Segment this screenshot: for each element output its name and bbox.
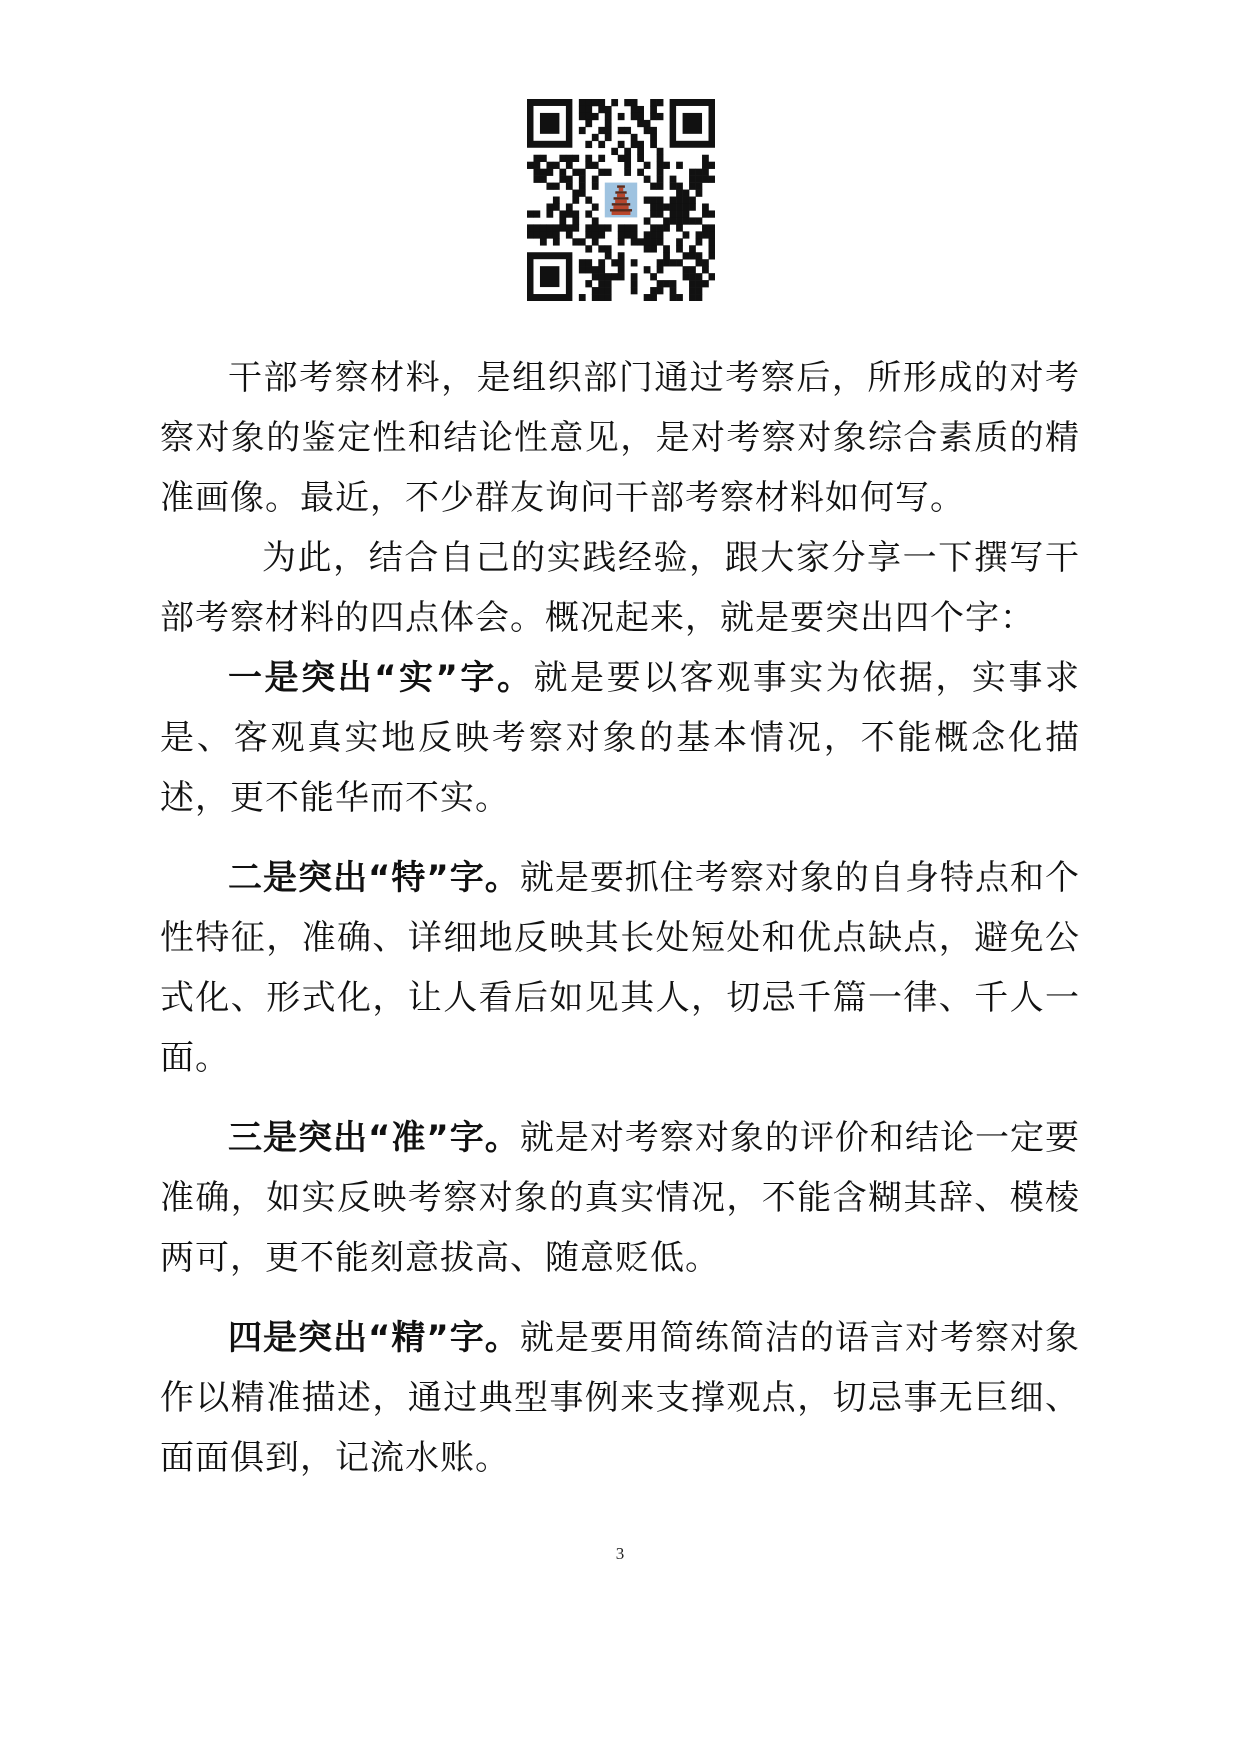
body-text xyxy=(160,348,1080,1488)
point-heading: 四是突出“精”字。 xyxy=(228,1318,520,1358)
paragraph-point-3 xyxy=(160,1108,1080,1288)
point-heading: 三是突出“准”字。 xyxy=(228,1118,520,1158)
paragraph-text: 就是对考察对象的评价和结论一定要准确，如实反映考察对象的真实情况，不能含糊其辞、模棱两可，更不能刻意拔高、随意贬低。 xyxy=(160,1118,1080,1278)
paragraph-text: 就是要以客观事实为依据，实事求是、客观真实地反映考察对象的基本情况，不能概念化描述，更不能华而不实。 xyxy=(160,658,1080,818)
paragraph-text: 就是要用简练简洁的语言对考察对象作以精准描述，通过典型事例来支撑观点，切忌事无巨细、面面俱到，记流水账。 xyxy=(160,1318,1080,1478)
paragraph-text: 干部考察材料，是组织部门通过考察后，所形成的对考察对象的鉴定性和结论性意见，是对考察对象综合素质的精准画像。最近，不少群友询问干部考察材料如何写。 xyxy=(160,358,1080,518)
point-heading: 二是突出“特”字。 xyxy=(228,858,520,898)
point-heading: 一是突出“实”字。 xyxy=(228,658,534,698)
paragraph-point-4 xyxy=(160,1308,1080,1488)
page-number: 3 xyxy=(615,1544,625,1563)
paragraph-text: 为此，结合自己的实践经验，跟大家分享一下撰写干部考察材料的四点体会。概况起来，就是要突出四个字： xyxy=(160,538,1080,638)
paragraph-summary xyxy=(160,528,1080,648)
paragraph-intro xyxy=(160,348,1080,528)
paragraph-text: 就是要抓住考察对象的自身特点和个性特征，准确、详细地反映其长处短处和优点缺点，避免公式化、形式化，让人看后如见其人，切忌千篇一律、千人一面。 xyxy=(160,858,1080,1078)
qr-code-icon xyxy=(527,99,715,301)
paragraph-point-1 xyxy=(160,648,1080,828)
paragraph-point-2 xyxy=(160,848,1080,1088)
